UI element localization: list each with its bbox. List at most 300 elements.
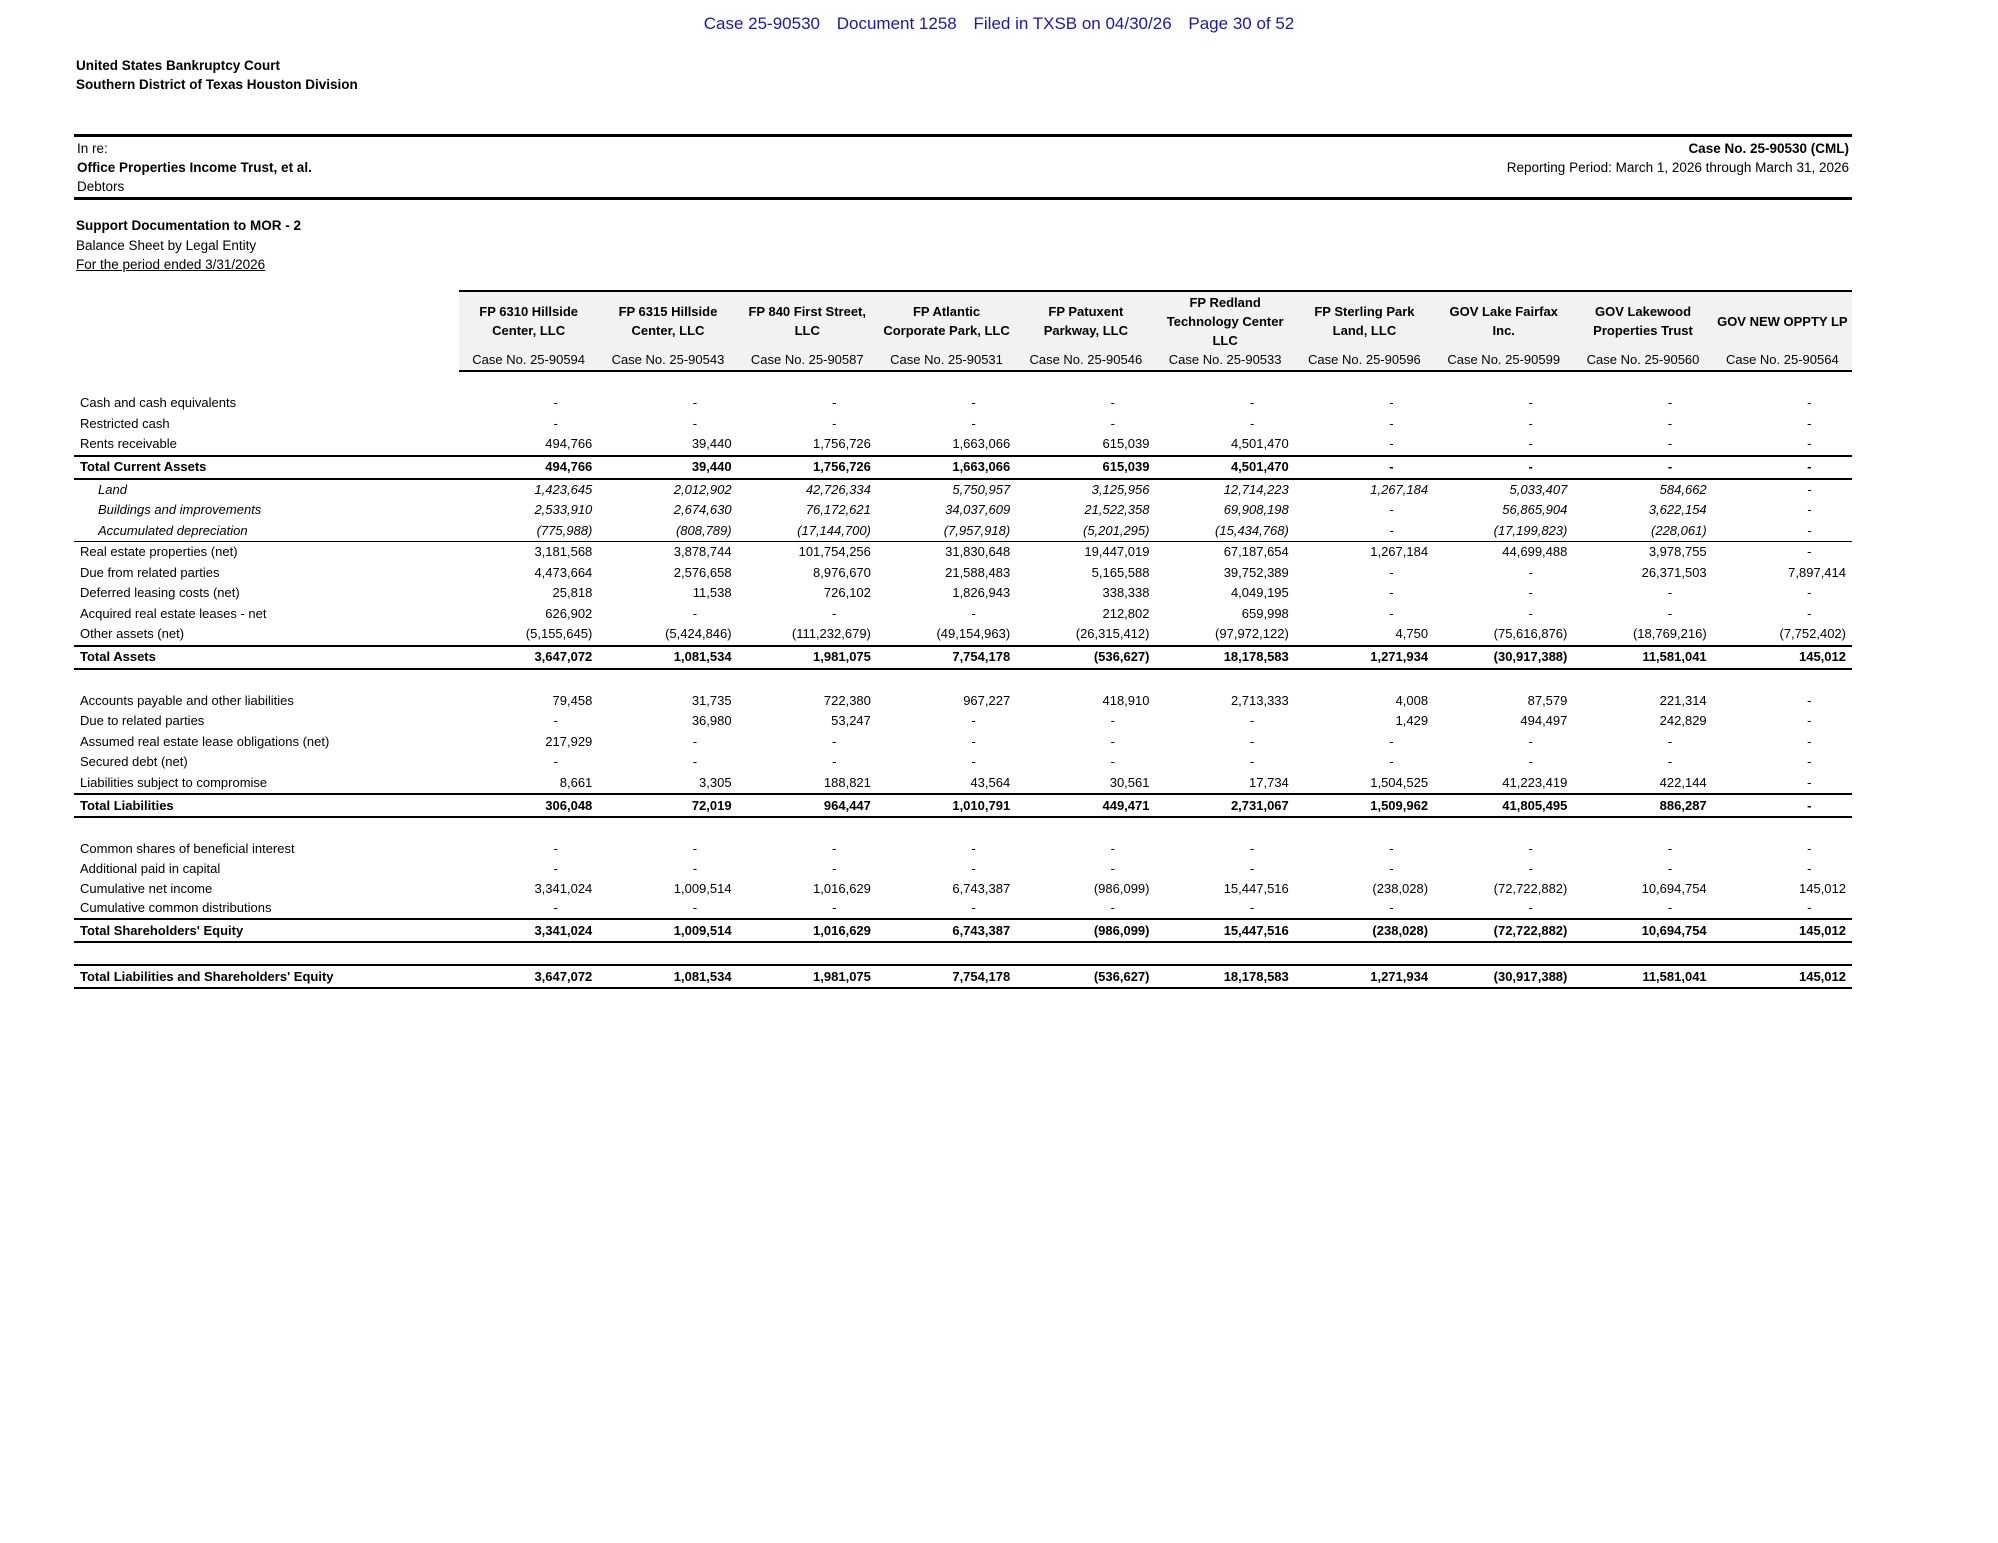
- cell-value: -: [692, 415, 698, 431]
- column-header-case: Case No. 25-90543: [598, 350, 737, 371]
- cell-value: (18,769,216): [1632, 626, 1707, 642]
- cell-value: -: [1667, 415, 1673, 431]
- cell-value: 18,178,583: [1155, 646, 1294, 669]
- table-row: [74, 624, 1852, 646]
- cell-value: 10,694,754: [1641, 880, 1707, 896]
- cell-value: -: [1249, 861, 1255, 877]
- cell-value: 30,561: [1109, 774, 1150, 790]
- cell-value: -: [1667, 900, 1673, 916]
- spacer-row: [74, 669, 1852, 691]
- cell-value: 584,662: [1659, 481, 1707, 497]
- total-row: [74, 794, 1852, 817]
- cell-value: 886,287: [1573, 794, 1712, 817]
- row-label: Total Liabilities: [74, 794, 459, 817]
- cell-value: 36,980: [691, 713, 732, 729]
- cell-value: 5,033,407: [1509, 481, 1568, 497]
- cell-value: 145,012: [1799, 880, 1846, 896]
- cell-value: 19,447,019: [1016, 542, 1155, 563]
- cell-value: 8,661: [559, 774, 593, 790]
- cell-value: -: [832, 900, 837, 916]
- cell-value: -: [692, 900, 698, 916]
- cell-value: 1,271,934: [1295, 646, 1434, 669]
- cell-value: 494,766: [545, 436, 593, 452]
- cell-value: -: [1528, 436, 1533, 452]
- cell-value: 3,181,568: [459, 542, 598, 563]
- cell-value: -: [1389, 585, 1394, 601]
- cell-value: -: [1807, 841, 1812, 857]
- cell-value: -: [1389, 564, 1394, 580]
- cell-value: -: [1667, 605, 1673, 621]
- cell-value: -: [1807, 713, 1812, 729]
- cell-value: 7,897,414: [1788, 564, 1846, 580]
- cell-value: 145,012: [1713, 965, 1852, 988]
- cell-value: 12,714,223: [1223, 481, 1289, 497]
- cell-value: 1,267,184: [1370, 481, 1429, 497]
- cell-value: -: [1110, 733, 1115, 749]
- cell-value: (111,232,679): [791, 626, 871, 642]
- cell-value: (7,752,402): [1779, 626, 1846, 642]
- cell-value: 34,037,609: [945, 502, 1011, 518]
- cell-value: 726,102: [823, 585, 871, 601]
- cell-value: -: [1389, 395, 1394, 411]
- column-header-case: Case No. 25-90533: [1155, 350, 1294, 371]
- row-label: Common shares of beneficial interest: [80, 841, 295, 857]
- section-header: [76, 216, 301, 275]
- cell-value: -: [832, 605, 837, 621]
- row-label: Restricted cash: [80, 415, 170, 431]
- cell-value: -: [1528, 415, 1533, 431]
- cell-value: 1,981,075: [738, 965, 877, 988]
- cell-value: 3,341,024: [459, 919, 598, 942]
- table-row: [74, 860, 1852, 880]
- cell-value: (15,434,768): [1215, 522, 1289, 538]
- cell-value: 4,501,470: [1155, 456, 1294, 479]
- cell-value: (7,957,918): [943, 522, 1011, 538]
- cell-value: 8,976,670: [813, 564, 871, 580]
- cell-value: 2,576,658: [673, 564, 732, 580]
- cell-value: 26,371,503: [1641, 564, 1707, 580]
- cell-value: -: [1713, 542, 1852, 563]
- cell-value: (775,988): [536, 522, 593, 538]
- cell-value: -: [1389, 754, 1394, 770]
- total-row: [74, 919, 1852, 942]
- table-row: [74, 563, 1852, 584]
- cell-value: 1,010,791: [877, 794, 1016, 817]
- cell-value: 1,016,629: [738, 919, 877, 942]
- table-row: [74, 521, 1852, 542]
- inre-label: In re:: [77, 141, 108, 156]
- cell-value: 56,865,904: [1502, 502, 1568, 518]
- cell-value: 11,538: [692, 585, 732, 601]
- table-row: [74, 879, 1852, 899]
- cell-value: 615,039: [1102, 436, 1150, 452]
- cell-value: 2,533,910: [534, 502, 593, 518]
- cell-value: -: [971, 713, 976, 729]
- cell-value: 212,802: [1102, 605, 1150, 621]
- cell-value: 6,743,387: [952, 880, 1011, 896]
- cell-value: 2,713,333: [1230, 692, 1289, 708]
- cell-value: 306,048: [459, 794, 598, 817]
- banner-case: Case 25-90530: [703, 14, 820, 33]
- cell-value: (5,424,846): [665, 626, 732, 642]
- cell-value: -: [692, 395, 698, 411]
- cell-value: 4,473,664: [534, 564, 593, 580]
- cell-value: 39,440: [691, 436, 732, 452]
- cell-value: 3,647,072: [459, 965, 598, 988]
- cell-value: (72,722,882): [1434, 919, 1573, 942]
- cell-value: -: [1528, 861, 1533, 877]
- cell-value: 3,305: [699, 774, 732, 790]
- cell-value: 1,756,726: [738, 456, 877, 479]
- cell-value: (238,028): [1295, 919, 1434, 942]
- cell-value: 87,579: [1527, 692, 1568, 708]
- cell-value: 1,423,645: [534, 481, 593, 497]
- cell-value: -: [692, 841, 698, 857]
- cell-value: -: [1249, 841, 1255, 857]
- cell-value: -: [1110, 395, 1115, 411]
- cell-value: -: [1528, 841, 1533, 857]
- table-row: [74, 479, 1852, 501]
- row-label: Cumulative net income: [80, 880, 213, 896]
- cell-value: -: [832, 754, 837, 770]
- cell-value: -: [1667, 585, 1673, 601]
- debtor-name: Office Properties Income Trust, et al.: [77, 160, 312, 175]
- table-row: [74, 773, 1852, 795]
- row-label: Acquired real estate leases - net: [80, 605, 267, 621]
- cell-value: -: [1389, 733, 1394, 749]
- cell-value: -: [1573, 456, 1712, 479]
- cell-value: 659,998: [1241, 605, 1289, 621]
- cell-value: 3,978,755: [1573, 542, 1712, 563]
- column-header-case: Case No. 25-90596: [1295, 350, 1434, 371]
- cell-value: 967,227: [963, 692, 1011, 708]
- reporting-period: Reporting Period: March 1, 2026 through March 31, 2026: [1506, 160, 1849, 175]
- cell-value: -: [1249, 395, 1255, 411]
- cell-value: (986,099): [1016, 919, 1155, 942]
- cell-value: (97,972,122): [1215, 626, 1289, 642]
- cell-value: 964,447: [738, 794, 877, 817]
- cell-value: 7,754,178: [877, 965, 1016, 988]
- cell-value: 1,271,934: [1295, 965, 1434, 988]
- cell-value: -: [1807, 415, 1812, 431]
- cell-value: -: [971, 415, 976, 431]
- header-blank: [74, 291, 459, 350]
- cell-value: -: [1389, 415, 1394, 431]
- cell-value: 42,726,334: [805, 481, 871, 497]
- row-label: Deferred leasing costs (net): [80, 585, 240, 601]
- cell-value: (30,917,388): [1434, 646, 1573, 669]
- cell-value: 217,929: [545, 733, 593, 749]
- case-caption: [74, 134, 1852, 200]
- cell-value: -: [1807, 522, 1812, 538]
- cell-value: (17,144,700): [797, 522, 871, 538]
- cell-value: -: [1528, 900, 1533, 916]
- cell-value: 3,341,024: [534, 880, 593, 896]
- cell-value: (986,099): [1093, 880, 1150, 896]
- cell-value: 3,647,072: [459, 646, 598, 669]
- cell-value: (238,028): [1372, 880, 1429, 896]
- total-row: [74, 456, 1852, 479]
- cell-value: -: [1389, 522, 1394, 538]
- cell-value: -: [1110, 415, 1115, 431]
- cell-value: -: [1807, 481, 1812, 497]
- cell-value: 4,008: [1395, 692, 1429, 708]
- cell-value: 1,663,066: [952, 436, 1011, 452]
- cell-value: -: [971, 861, 976, 877]
- column-header-entity: FP 840 First Street, LLC: [738, 291, 877, 350]
- cell-value: 10,694,754: [1573, 919, 1712, 942]
- section-period: For the period ended 3/31/2026: [76, 257, 266, 272]
- cell-value: -: [1528, 754, 1533, 770]
- cell-value: 31,735: [691, 692, 732, 708]
- banner-document: Document 1258: [836, 14, 957, 33]
- cell-value: -: [832, 415, 837, 431]
- cell-value: 44,699,488: [1434, 542, 1573, 563]
- cell-value: -: [1389, 841, 1394, 857]
- cell-value: 145,012: [1713, 646, 1852, 669]
- cell-value: -: [1667, 395, 1673, 411]
- cell-value: 31,830,648: [877, 542, 1016, 563]
- cell-value: -: [1807, 861, 1812, 877]
- cell-value: 1,267,184: [1295, 542, 1434, 563]
- court-header: [76, 56, 358, 94]
- cell-value: 1,826,943: [952, 585, 1011, 601]
- cell-value: -: [1434, 456, 1573, 479]
- cell-value: -: [1389, 861, 1394, 877]
- cell-value: (5,201,295): [1082, 522, 1150, 538]
- cell-value: -: [1807, 585, 1812, 601]
- cell-value: 15,447,516: [1223, 880, 1289, 896]
- column-header-case: Case No. 25-90560: [1573, 350, 1712, 371]
- cell-value: -: [832, 841, 837, 857]
- cell-value: -: [1807, 733, 1812, 749]
- cell-value: (26,315,412): [1075, 626, 1150, 642]
- cell-value: -: [553, 415, 558, 431]
- cell-value: 221,314: [1659, 692, 1707, 708]
- cell-value: (536,627): [1016, 965, 1155, 988]
- cell-value: -: [1295, 456, 1434, 479]
- header-blank: [74, 350, 459, 371]
- cell-value: 5,750,957: [952, 481, 1011, 497]
- column-header-case: Case No. 25-90594: [459, 350, 598, 371]
- cell-value: -: [971, 900, 976, 916]
- table-row: [74, 393, 1852, 414]
- cell-value: 4,501,470: [1230, 436, 1289, 452]
- cell-value: -: [1528, 564, 1533, 580]
- cell-value: -: [971, 841, 976, 857]
- cell-value: -: [1389, 605, 1394, 621]
- cell-value: -: [1249, 733, 1255, 749]
- cell-value: 1,016,629: [813, 880, 871, 896]
- cell-value: -: [1807, 754, 1812, 770]
- cell-value: 6,743,387: [877, 919, 1016, 942]
- row-label: Land: [98, 481, 127, 497]
- cell-value: -: [1667, 733, 1673, 749]
- cell-value: -: [1110, 841, 1115, 857]
- cell-value: 626,902: [545, 605, 593, 621]
- row-label: Due to related parties: [80, 713, 205, 729]
- cell-value: -: [832, 861, 837, 877]
- cell-value: -: [971, 605, 976, 621]
- row-label: Liabilities subject to compromise: [80, 774, 268, 790]
- cell-value: -: [692, 605, 698, 621]
- cell-value: (5,155,645): [525, 626, 593, 642]
- row-label: Cumulative common distributions: [80, 900, 272, 916]
- cell-value: -: [1807, 900, 1812, 916]
- cell-value: -: [1807, 395, 1812, 411]
- row-label: Accounts payable and other liabilities: [80, 692, 294, 708]
- cell-value: 41,805,495: [1434, 794, 1573, 817]
- cell-value: -: [1528, 605, 1533, 621]
- cell-value: 3,622,154: [1648, 502, 1707, 518]
- cell-value: 4,750: [1395, 626, 1429, 642]
- cell-value: -: [971, 733, 976, 749]
- cell-value: 1,756,726: [813, 436, 871, 452]
- cell-value: 1,009,514: [598, 919, 737, 942]
- cell-value: 43,564: [970, 774, 1011, 790]
- cell-value: -: [1110, 754, 1115, 770]
- cell-value: 2,731,067: [1155, 794, 1294, 817]
- row-label: Assumed real estate lease obligations (net): [80, 733, 330, 749]
- cell-value: (536,627): [1016, 646, 1155, 669]
- cell-value: 39,752,389: [1223, 564, 1289, 580]
- total-row: [74, 646, 1852, 669]
- cell-value: -: [692, 861, 698, 877]
- cell-value: -: [971, 395, 976, 411]
- cell-value: -: [1713, 456, 1852, 479]
- cell-value: 1,081,534: [598, 965, 737, 988]
- row-label: Buildings and improvements: [98, 502, 262, 518]
- cell-value: 494,497: [1520, 713, 1568, 729]
- cell-value: -: [1110, 861, 1115, 877]
- table-row: [74, 839, 1852, 860]
- cell-value: 4,049,195: [1230, 585, 1289, 601]
- cell-value: -: [1713, 794, 1852, 817]
- column-header-case: Case No. 25-90564: [1713, 350, 1852, 371]
- cell-value: 1,663,066: [877, 456, 1016, 479]
- row-label: Other assets (net): [80, 626, 185, 642]
- cell-value: 21,588,483: [945, 564, 1011, 580]
- table-row: [74, 434, 1852, 456]
- cell-value: -: [1249, 754, 1255, 770]
- cell-value: 7,754,178: [877, 646, 1016, 669]
- cell-value: -: [1249, 415, 1255, 431]
- cell-value: 67,187,654: [1155, 542, 1294, 563]
- row-label: Rents receivable: [80, 436, 177, 452]
- cell-value: (808,789): [675, 522, 732, 538]
- table-row: [74, 732, 1852, 753]
- table-row: [74, 604, 1852, 625]
- spacer-row: [74, 942, 1852, 965]
- debtors-label: Debtors: [77, 179, 125, 194]
- total-row: [74, 965, 1852, 988]
- spacer-row: [74, 817, 1852, 839]
- row-label: Secured debt (net): [80, 754, 188, 770]
- section-title: Support Documentation to MOR - 2: [76, 218, 301, 233]
- banner-page: Page 30 of 52: [1188, 14, 1295, 33]
- cell-value: 76,172,621: [805, 502, 871, 518]
- cell-value: 1,009,514: [673, 880, 732, 896]
- cell-value: 1,509,962: [1295, 794, 1434, 817]
- cell-value: 338,338: [1102, 585, 1150, 601]
- row-label: Additional paid in capital: [80, 861, 221, 877]
- cell-value: -: [1807, 692, 1812, 708]
- court-district: Southern District of Texas Houston Division: [76, 77, 358, 92]
- cell-value: 722,380: [823, 692, 871, 708]
- table-row: [74, 899, 1852, 920]
- column-header-entity: GOV NEW OPPTY LP: [1713, 291, 1852, 350]
- cell-value: -: [692, 754, 698, 770]
- cell-value: -: [832, 395, 837, 411]
- table-row: [74, 414, 1852, 435]
- cell-value: -: [553, 841, 558, 857]
- cell-value: 41,223,419: [1502, 774, 1568, 790]
- cell-value: 39,440: [598, 456, 737, 479]
- filing-banner: [0, 14, 1998, 34]
- cell-value: (30,917,388): [1434, 965, 1573, 988]
- table-row: [74, 500, 1852, 521]
- cell-value: -: [1807, 605, 1812, 621]
- column-header-case: Case No. 25-90531: [877, 350, 1016, 371]
- cell-value: 2,674,630: [673, 502, 732, 518]
- row-label: Total Liabilities and Shareholders' Equity: [74, 965, 459, 988]
- row-label: Total Shareholders' Equity: [74, 919, 459, 942]
- court-name: United States Bankruptcy Court: [76, 58, 281, 73]
- cell-value: 72,019: [598, 794, 737, 817]
- cell-value: 1,081,534: [598, 646, 737, 669]
- cell-value: 5,165,588: [1091, 564, 1150, 580]
- cell-value: (75,616,876): [1493, 626, 1568, 642]
- cell-value: 17,734: [1249, 774, 1289, 790]
- cell-value: -: [1110, 713, 1115, 729]
- table-row: [74, 542, 1852, 563]
- cell-value: -: [832, 733, 837, 749]
- cell-value: (49,154,963): [936, 626, 1011, 642]
- cell-value: -: [1528, 395, 1533, 411]
- column-header-entity: FP Sterling Park Land, LLC: [1295, 291, 1434, 350]
- cell-value: -: [553, 900, 558, 916]
- cell-value: -: [1528, 733, 1533, 749]
- column-header-case: Case No. 25-90546: [1016, 350, 1155, 371]
- cell-value: -: [692, 733, 698, 749]
- cell-value: -: [971, 754, 976, 770]
- cell-value: 615,039: [1016, 456, 1155, 479]
- row-label: Total Assets: [74, 646, 459, 669]
- cell-value: 2,012,902: [673, 481, 732, 497]
- cell-value: 79,458: [552, 692, 593, 708]
- spacer-row: [74, 371, 1852, 393]
- cell-value: 18,178,583: [1155, 965, 1294, 988]
- cell-value: -: [1807, 436, 1812, 452]
- cell-value: 145,012: [1713, 919, 1852, 942]
- cell-value: -: [1389, 900, 1394, 916]
- cell-value: -: [1249, 900, 1255, 916]
- table-row: [74, 583, 1852, 604]
- row-label: Real estate properties (net): [74, 542, 459, 563]
- section-subtitle: Balance Sheet by Legal Entity: [76, 237, 257, 253]
- table-row: [74, 752, 1852, 773]
- cell-value: -: [1807, 502, 1812, 518]
- cell-value: -: [553, 754, 558, 770]
- cell-value: 11,581,041: [1573, 646, 1712, 669]
- cell-value: 1,429: [1395, 713, 1429, 729]
- cell-value: -: [1110, 900, 1115, 916]
- cell-value: -: [1667, 436, 1673, 452]
- cell-value: -: [1667, 754, 1673, 770]
- column-header-entity: FP 6310 Hillside Center, LLC: [459, 291, 598, 350]
- cell-value: 15,447,516: [1155, 919, 1294, 942]
- cell-value: (72,722,882): [1493, 880, 1568, 896]
